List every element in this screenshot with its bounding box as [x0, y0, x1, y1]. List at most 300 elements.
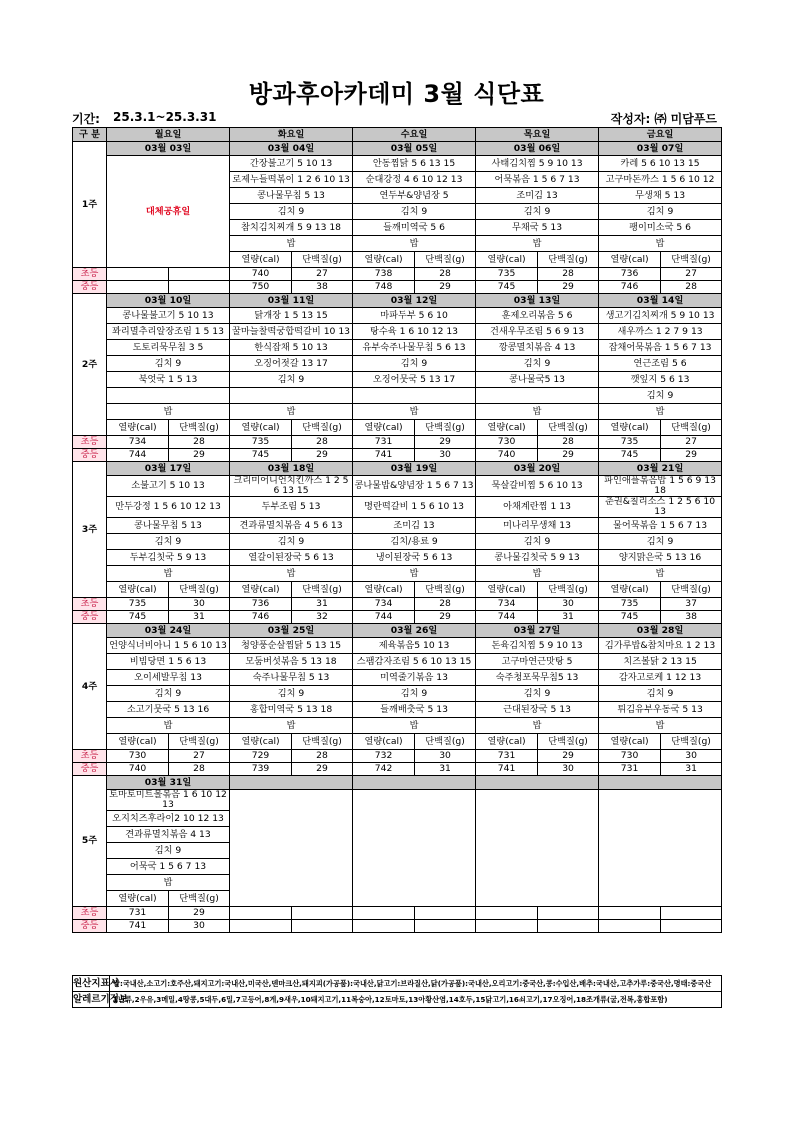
- date-cell: 03월 13일: [476, 294, 599, 308]
- allergy-text: 1난류,2우유,3메밀,4땅콩,5대두,6밀,7고등어,8게,9새우,10돼지고기,11복숭아,12토마토,13아황산염,14호두,15닭고기,16쇠고기,17오징어,18조개류(굴,전복,홍합포함): [113, 994, 668, 1004]
- kcal-label: 열량(cal): [599, 734, 661, 750]
- rice-cell: 밥: [107, 566, 230, 582]
- protein-label: 단백질(g): [415, 582, 476, 598]
- middle-kcal: [107, 281, 169, 294]
- menu-item: 명란떡갈비 1 5 6 10 13: [353, 497, 476, 518]
- date-row: [73, 462, 722, 476]
- menu-item: 감자고로케 1 12 13: [599, 670, 722, 686]
- date-cell: 03월 26일: [353, 624, 476, 638]
- elementary-row: [73, 598, 722, 611]
- week-label: 2주: [73, 294, 107, 436]
- date-cell: 03월 19일: [353, 462, 476, 476]
- middle-row: [73, 611, 722, 624]
- elementary-kcal: 736: [230, 598, 292, 611]
- middle-protein: 29: [661, 449, 722, 462]
- elementary-protein: 28: [415, 598, 476, 611]
- middle-protein: 32: [292, 611, 353, 624]
- protein-label: 단백질(g): [169, 582, 230, 598]
- elementary-kcal: [599, 907, 661, 920]
- menu-item: 춘권&칠리소스 1 2 5 6 10 13: [599, 497, 722, 518]
- menu-item: 김치 9: [599, 204, 722, 220]
- menu-row: [73, 156, 722, 172]
- menu-item: 고구마연근맛탕 5: [476, 654, 599, 670]
- menu-row: [73, 638, 722, 654]
- middle-row: [73, 763, 722, 776]
- menu-item: 김치 9: [476, 204, 599, 220]
- elementary-protein: 29: [538, 750, 599, 763]
- menu-item: 카레 5 6 10 13 15: [599, 156, 722, 172]
- menu-row: [73, 790, 722, 811]
- protein-label: 단백질(g): [169, 891, 230, 907]
- menu-row: [73, 324, 722, 340]
- middle-label: 중등: [73, 449, 107, 462]
- middle-kcal: 731: [599, 763, 661, 776]
- elementary-protein: 37: [661, 598, 722, 611]
- empty-day-cell: [353, 790, 476, 907]
- elementary-protein: 31: [292, 598, 353, 611]
- protein-label: 단백질(g): [538, 420, 599, 436]
- rice-cell: 밥: [107, 718, 230, 734]
- middle-protein: 31: [415, 763, 476, 776]
- elementary-kcal: 732: [353, 750, 415, 763]
- date-cell: [230, 776, 353, 790]
- menu-item: 오징어젓갈 13 17: [230, 356, 353, 372]
- middle-label: 중등: [73, 763, 107, 776]
- elementary-row: [73, 907, 722, 920]
- middle-protein: [661, 920, 722, 933]
- author-label: 작성자: ㈜ 미담푸드: [610, 112, 717, 126]
- allergy-row: [73, 992, 721, 1007]
- menu-item: 조미김 13: [353, 518, 476, 534]
- menu-item: 미역줄기볶음 13: [353, 670, 476, 686]
- middle-kcal: 746: [599, 281, 661, 294]
- menu-item: 소고기뭇국 5 13 16: [107, 702, 230, 718]
- menu-item: 김치 9: [476, 356, 599, 372]
- menu-row: [73, 686, 722, 702]
- protein-label: 단백질(g): [415, 252, 476, 268]
- menu-item: 견과류멸치볶음 4 5 6 13: [230, 518, 353, 534]
- elementary-kcal: [476, 907, 538, 920]
- menu-item: 콩나물국5 13: [476, 372, 599, 388]
- menu-item: 김치 9: [599, 534, 722, 550]
- middle-kcal: 745: [230, 449, 292, 462]
- elementary-protein: 28: [292, 436, 353, 449]
- menu-item: 콩나물무침 5 13: [230, 188, 353, 204]
- header-row: [73, 128, 722, 142]
- elementary-protein: 28: [169, 436, 230, 449]
- kcal-label: 열량(cal): [476, 734, 538, 750]
- nutrient-header-row: [73, 734, 722, 750]
- menu-item: 김치 9: [230, 686, 353, 702]
- rice-cell: 밥: [599, 566, 722, 582]
- middle-kcal: 750: [230, 281, 292, 294]
- menu-item: 제육볶음5 10 13: [353, 638, 476, 654]
- menu-item: 유부숙주나물무침 5 6 13: [353, 340, 476, 356]
- menu-item: 참치김치찌개 5 9 13 18: [230, 220, 353, 236]
- elementary-protein: [415, 907, 476, 920]
- date-cell: 03월 25일: [230, 624, 353, 638]
- kcal-label: 열량(cal): [599, 420, 661, 436]
- menu-item: 로제누들떡볶이 1 2 6 10 13: [230, 172, 353, 188]
- rice-cell: 밥: [476, 566, 599, 582]
- middle-kcal: 748: [353, 281, 415, 294]
- header-day-fri: 금요일: [599, 128, 722, 142]
- kcal-label: 열량(cal): [107, 420, 169, 436]
- menu-item: 열갈이된장국 5 6 13: [230, 550, 353, 566]
- menu-item: 돈육김치찜 5 9 10 13: [476, 638, 599, 654]
- elementary-row: [73, 750, 722, 763]
- menu-item: 콩나물무침 5 13: [107, 518, 230, 534]
- menu-item: 들깨배춧국 5 13: [353, 702, 476, 718]
- date-cell: 03월 18일: [230, 462, 353, 476]
- menu-item: 무채국 5 13: [476, 220, 599, 236]
- middle-label: 중등: [73, 281, 107, 294]
- elementary-kcal: 729: [230, 750, 292, 763]
- middle-label: 중등: [73, 611, 107, 624]
- menu-item: 무생채 5 13: [599, 188, 722, 204]
- menu-row: [73, 550, 722, 566]
- rice-cell: 밥: [230, 566, 353, 582]
- menu-item: 냉이된장국 5 6 13: [353, 550, 476, 566]
- elementary-kcal: 734: [107, 436, 169, 449]
- week-label: 1주: [73, 142, 107, 268]
- middle-kcal: 744: [353, 611, 415, 624]
- menu-row: [73, 518, 722, 534]
- date-cell: 03월 05일: [353, 142, 476, 156]
- rice-row: [73, 566, 722, 582]
- kcal-label: 열량(cal): [353, 734, 415, 750]
- menu-item: 안동찜닭 5 6 13 15: [353, 156, 476, 172]
- menu-item: 홍합미역국 5 13 18: [230, 702, 353, 718]
- elementary-protein: 29: [169, 907, 230, 920]
- middle-kcal: [230, 920, 292, 933]
- page-title: 방과후아카데미 3월 식단표: [248, 80, 545, 108]
- date-row: [73, 776, 722, 790]
- elementary-protein: [292, 907, 353, 920]
- middle-protein: 30: [169, 920, 230, 933]
- menu-item: 치즈볼닭 2 13 15: [599, 654, 722, 670]
- rice-cell: 밥: [599, 236, 722, 252]
- rice-cell: 밥: [230, 718, 353, 734]
- middle-kcal: 742: [353, 763, 415, 776]
- protein-label: 단백질(g): [415, 420, 476, 436]
- menu-item: 마파두부 5 6 10: [353, 308, 476, 324]
- middle-label: 중등: [73, 920, 107, 933]
- protein-label: 단백질(g): [538, 734, 599, 750]
- date-cell: 03월 06일: [476, 142, 599, 156]
- middle-kcal: 741: [353, 449, 415, 462]
- date-row: [73, 142, 722, 156]
- menu-item: 꿀마늘찰떡궁합떡갈비 10 13: [230, 324, 353, 340]
- menu-item: 깻잎지 5 6 13: [599, 372, 722, 388]
- menu-item: 김치 9: [476, 686, 599, 702]
- elementary-kcal: 731: [107, 907, 169, 920]
- elementary-protein: 28: [415, 268, 476, 281]
- header-day-thu: 목요일: [476, 128, 599, 142]
- middle-kcal: 745: [599, 611, 661, 624]
- kcal-label: 열량(cal): [230, 252, 292, 268]
- middle-protein: [538, 920, 599, 933]
- date-cell: 03월 28일: [599, 624, 722, 638]
- middle-kcal: [599, 920, 661, 933]
- middle-kcal: 746: [230, 611, 292, 624]
- menu-item: 미나리무생채 13: [476, 518, 599, 534]
- elementary-protein: 27: [661, 436, 722, 449]
- date-cell: 03월 17일: [107, 462, 230, 476]
- menu-item: 크리미어니언치킨까스 1 2 5 6 13 15: [230, 476, 353, 497]
- kcal-label: 열량(cal): [599, 582, 661, 598]
- menu-item: 새우까스 1 2 7 9 13: [599, 324, 722, 340]
- rice-cell: 밥: [353, 718, 476, 734]
- menu-row: [73, 308, 722, 324]
- elementary-label: 초등: [73, 907, 107, 920]
- middle-kcal: 741: [107, 920, 169, 933]
- menu-item: 김치 9: [107, 843, 230, 859]
- origin-text: 쌀:국내산,소고기:호주산,돼지고기:국내산,미국산,덴마크산,돼지괴(가공품):국내산,닭고기:브라질산,닭(가공품):국내산,오리고기:중국산,콩:수입산,배추:국내산,고추가루:중국산,명태:중국산: [113, 978, 712, 988]
- elementary-kcal: [353, 907, 415, 920]
- menu-item: [353, 388, 476, 404]
- menu-item: 청양풍순살찜닭 5 13 15: [230, 638, 353, 654]
- kcal-label: 열량(cal): [476, 420, 538, 436]
- menu-item: 잡채어묵볶음 1 5 6 7 13: [599, 340, 722, 356]
- menu-item: 김치 9: [230, 534, 353, 550]
- menu-item: 오징어뭇국 5 13 17: [353, 372, 476, 388]
- elementary-kcal: 735: [599, 598, 661, 611]
- kcal-label: 열량(cal): [107, 582, 169, 598]
- elementary-row: [73, 268, 722, 281]
- menu-row: [73, 654, 722, 670]
- protein-label: 단백질(g): [538, 582, 599, 598]
- elementary-kcal: 738: [353, 268, 415, 281]
- middle-kcal: 740: [476, 449, 538, 462]
- menu-item: 팽이미소국 5 6: [599, 220, 722, 236]
- menu-item: 모둠버섯볶음 5 13 18: [230, 654, 353, 670]
- middle-protein: 28: [661, 281, 722, 294]
- menu-item: 건새우무조림 5 6 9 13: [476, 324, 599, 340]
- date-cell: 03월 03일: [107, 142, 230, 156]
- menu-item: 연두부&양념장 5: [353, 188, 476, 204]
- elementary-label: 초등: [73, 268, 107, 281]
- rice-row: [73, 718, 722, 734]
- menu-item: 김치/용료 9: [353, 534, 476, 550]
- menu-row: [73, 670, 722, 686]
- date-cell: 03월 12일: [353, 294, 476, 308]
- date-row: [73, 294, 722, 308]
- protein-label: 단백질(g): [169, 734, 230, 750]
- menu-item: 토마토미트볼볶음 1 6 10 12 13: [107, 790, 230, 811]
- middle-protein: 29: [415, 281, 476, 294]
- elementary-kcal: 730: [107, 750, 169, 763]
- elementary-kcal: 730: [476, 436, 538, 449]
- middle-row: [73, 281, 722, 294]
- date-cell: [599, 776, 722, 790]
- kcal-label: 열량(cal): [353, 582, 415, 598]
- date-cell: 03월 14일: [599, 294, 722, 308]
- date-row: [73, 624, 722, 638]
- elementary-kcal: 734: [476, 598, 538, 611]
- middle-kcal: 741: [476, 763, 538, 776]
- menu-item: [230, 388, 353, 404]
- menu-item: 간장불고기 5 10 13: [230, 156, 353, 172]
- middle-kcal: 739: [230, 763, 292, 776]
- nutrient-header-row: [73, 420, 722, 436]
- middle-protein: 29: [292, 763, 353, 776]
- elementary-protein: [169, 268, 230, 281]
- middle-protein: [292, 920, 353, 933]
- rice-row: [73, 404, 722, 420]
- menu-item: 북엇국 1 5 13: [107, 372, 230, 388]
- middle-protein: 29: [415, 611, 476, 624]
- holiday-cell: 대체공휴일: [107, 156, 230, 268]
- menu-item: 스팸감자조림 5 6 10 13 15: [353, 654, 476, 670]
- elementary-protein: [661, 907, 722, 920]
- menu-item: 오이세발무침 13: [107, 670, 230, 686]
- elementary-kcal: 734: [353, 598, 415, 611]
- menu-item: 꽈리멸추리알장조림 1 5 13: [107, 324, 230, 340]
- middle-kcal: 740: [107, 763, 169, 776]
- menu-item: 파인애플볶음밥 1 5 6 9 13 18: [599, 476, 722, 497]
- origin-allergy-box: [72, 975, 722, 1008]
- week-label: 5주: [73, 776, 107, 907]
- rice-cell: 밥: [599, 718, 722, 734]
- protein-label: 단백질(g): [661, 420, 722, 436]
- protein-label: 단백질(g): [415, 734, 476, 750]
- elementary-protein: 30: [538, 598, 599, 611]
- date-cell: 03월 21일: [599, 462, 722, 476]
- elementary-kcal: [230, 907, 292, 920]
- date-cell: 03월 20일: [476, 462, 599, 476]
- menu-item: 김치 9: [107, 686, 230, 702]
- elementary-kcal: 735: [476, 268, 538, 281]
- elementary-protein: 27: [169, 750, 230, 763]
- header-day-mon: 월요일: [107, 128, 230, 142]
- menu-row: [73, 340, 722, 356]
- elementary-kcal: 735: [599, 436, 661, 449]
- middle-protein: 31: [169, 611, 230, 624]
- origin-label: 원산지표시: [73, 978, 119, 989]
- menu-item: 탕수육 1 6 10 12 13: [353, 324, 476, 340]
- kcal-label: 열량(cal): [599, 252, 661, 268]
- menu-item: 한식잡채 5 10 13: [230, 340, 353, 356]
- date-cell: [476, 776, 599, 790]
- middle-protein: [169, 281, 230, 294]
- menu-item: 언양식너비아니 1 5 6 10 13: [107, 638, 230, 654]
- menu-item: 김치 9: [230, 372, 353, 388]
- protein-label: 단백질(g): [661, 252, 722, 268]
- menu-item: 두부김칫국 5 9 13: [107, 550, 230, 566]
- menu-item: 숙주청포묵무침5 13: [476, 670, 599, 686]
- menu-item: 김치 9: [353, 204, 476, 220]
- elementary-protein: 28: [538, 268, 599, 281]
- elementary-protein: 30: [415, 750, 476, 763]
- elementary-protein: 28: [538, 436, 599, 449]
- menu-item: 숙주나물무침 5 13: [230, 670, 353, 686]
- elementary-row: [73, 436, 722, 449]
- elementary-protein: 29: [415, 436, 476, 449]
- header-day-wed: 수요일: [353, 128, 476, 142]
- middle-row: [73, 920, 722, 933]
- rice-cell: 밥: [230, 404, 353, 420]
- kcal-label: 열량(cal): [107, 891, 169, 907]
- middle-protein: 28: [169, 763, 230, 776]
- middle-kcal: 745: [107, 611, 169, 624]
- menu-row: [73, 534, 722, 550]
- rice-cell: 밥: [476, 404, 599, 420]
- middle-protein: 30: [538, 763, 599, 776]
- menu-item: [476, 388, 599, 404]
- period-label: 기간:: [72, 112, 100, 126]
- elementary-protein: 28: [292, 750, 353, 763]
- menu-item: 김치 9: [107, 534, 230, 550]
- date-cell: 03월 31일: [107, 776, 230, 790]
- menu-item: 콩나물불고기 5 10 13: [107, 308, 230, 324]
- menu-item: 고구마돈까스 1 5 6 10 12: [599, 172, 722, 188]
- kcal-label: 열량(cal): [476, 252, 538, 268]
- middle-kcal: 745: [599, 449, 661, 462]
- menu-row: [73, 356, 722, 372]
- menu-item: 오지치즈후라이2 10 12 13: [107, 811, 230, 827]
- elementary-protein: 27: [292, 268, 353, 281]
- protein-label: 단백질(g): [538, 252, 599, 268]
- week-label: 3주: [73, 462, 107, 598]
- menu-item: 콩나물김칫국 5 9 13: [476, 550, 599, 566]
- date-cell: 03월 10일: [107, 294, 230, 308]
- middle-protein: 29: [169, 449, 230, 462]
- elementary-protein: 30: [661, 750, 722, 763]
- menu-item: 생고기김치찌개 5 9 10 13: [599, 308, 722, 324]
- middle-protein: 31: [661, 763, 722, 776]
- menu-item: 김치 9: [353, 356, 476, 372]
- kcal-label: 열량(cal): [230, 734, 292, 750]
- menu-row: [73, 702, 722, 718]
- elementary-kcal: 731: [353, 436, 415, 449]
- menu-item: 어묵국 1 5 6 7 13: [107, 859, 230, 875]
- menu-item: 아채계란찜 1 13: [476, 497, 599, 518]
- middle-kcal: 744: [107, 449, 169, 462]
- menu-item: 도토리묵무침 3 5: [107, 340, 230, 356]
- elementary-kcal: [107, 268, 169, 281]
- menu-item: 양지맑은국 5 13 16: [599, 550, 722, 566]
- rice-cell: 밥: [599, 404, 722, 420]
- kcal-label: 열량(cal): [353, 252, 415, 268]
- menu-item: 김치 9: [353, 686, 476, 702]
- middle-kcal: 744: [476, 611, 538, 624]
- date-cell: 03월 24일: [107, 624, 230, 638]
- allergy-label: 알레르기정보: [73, 994, 129, 1005]
- rice-cell: 밥: [476, 236, 599, 252]
- kcal-label: 열량(cal): [476, 582, 538, 598]
- kcal-label: 열량(cal): [230, 420, 292, 436]
- date-cell: 03월 27일: [476, 624, 599, 638]
- menu-item: 만두강정 1 5 6 10 12 13: [107, 497, 230, 518]
- menu-item: 김가루밥&참치마요 1 2 13: [599, 638, 722, 654]
- origin-row: [73, 976, 721, 992]
- rice-cell: 밥: [353, 236, 476, 252]
- menu-item: 들깨미역국 5 6: [353, 220, 476, 236]
- protein-label: 단백질(g): [292, 252, 353, 268]
- header-day-tue: 화요일: [230, 128, 353, 142]
- rice-cell: 밥: [230, 236, 353, 252]
- middle-protein: 38: [661, 611, 722, 624]
- middle-kcal: [476, 920, 538, 933]
- menu-item: 순대강정 4 6 10 12 13: [353, 172, 476, 188]
- protein-label: 단백질(g): [292, 734, 353, 750]
- date-cell: 03월 07일: [599, 142, 722, 156]
- empty-day-cell: [599, 790, 722, 907]
- middle-protein: 31: [538, 611, 599, 624]
- menu-row: [73, 388, 722, 404]
- menu-item: 김치 9: [599, 388, 722, 404]
